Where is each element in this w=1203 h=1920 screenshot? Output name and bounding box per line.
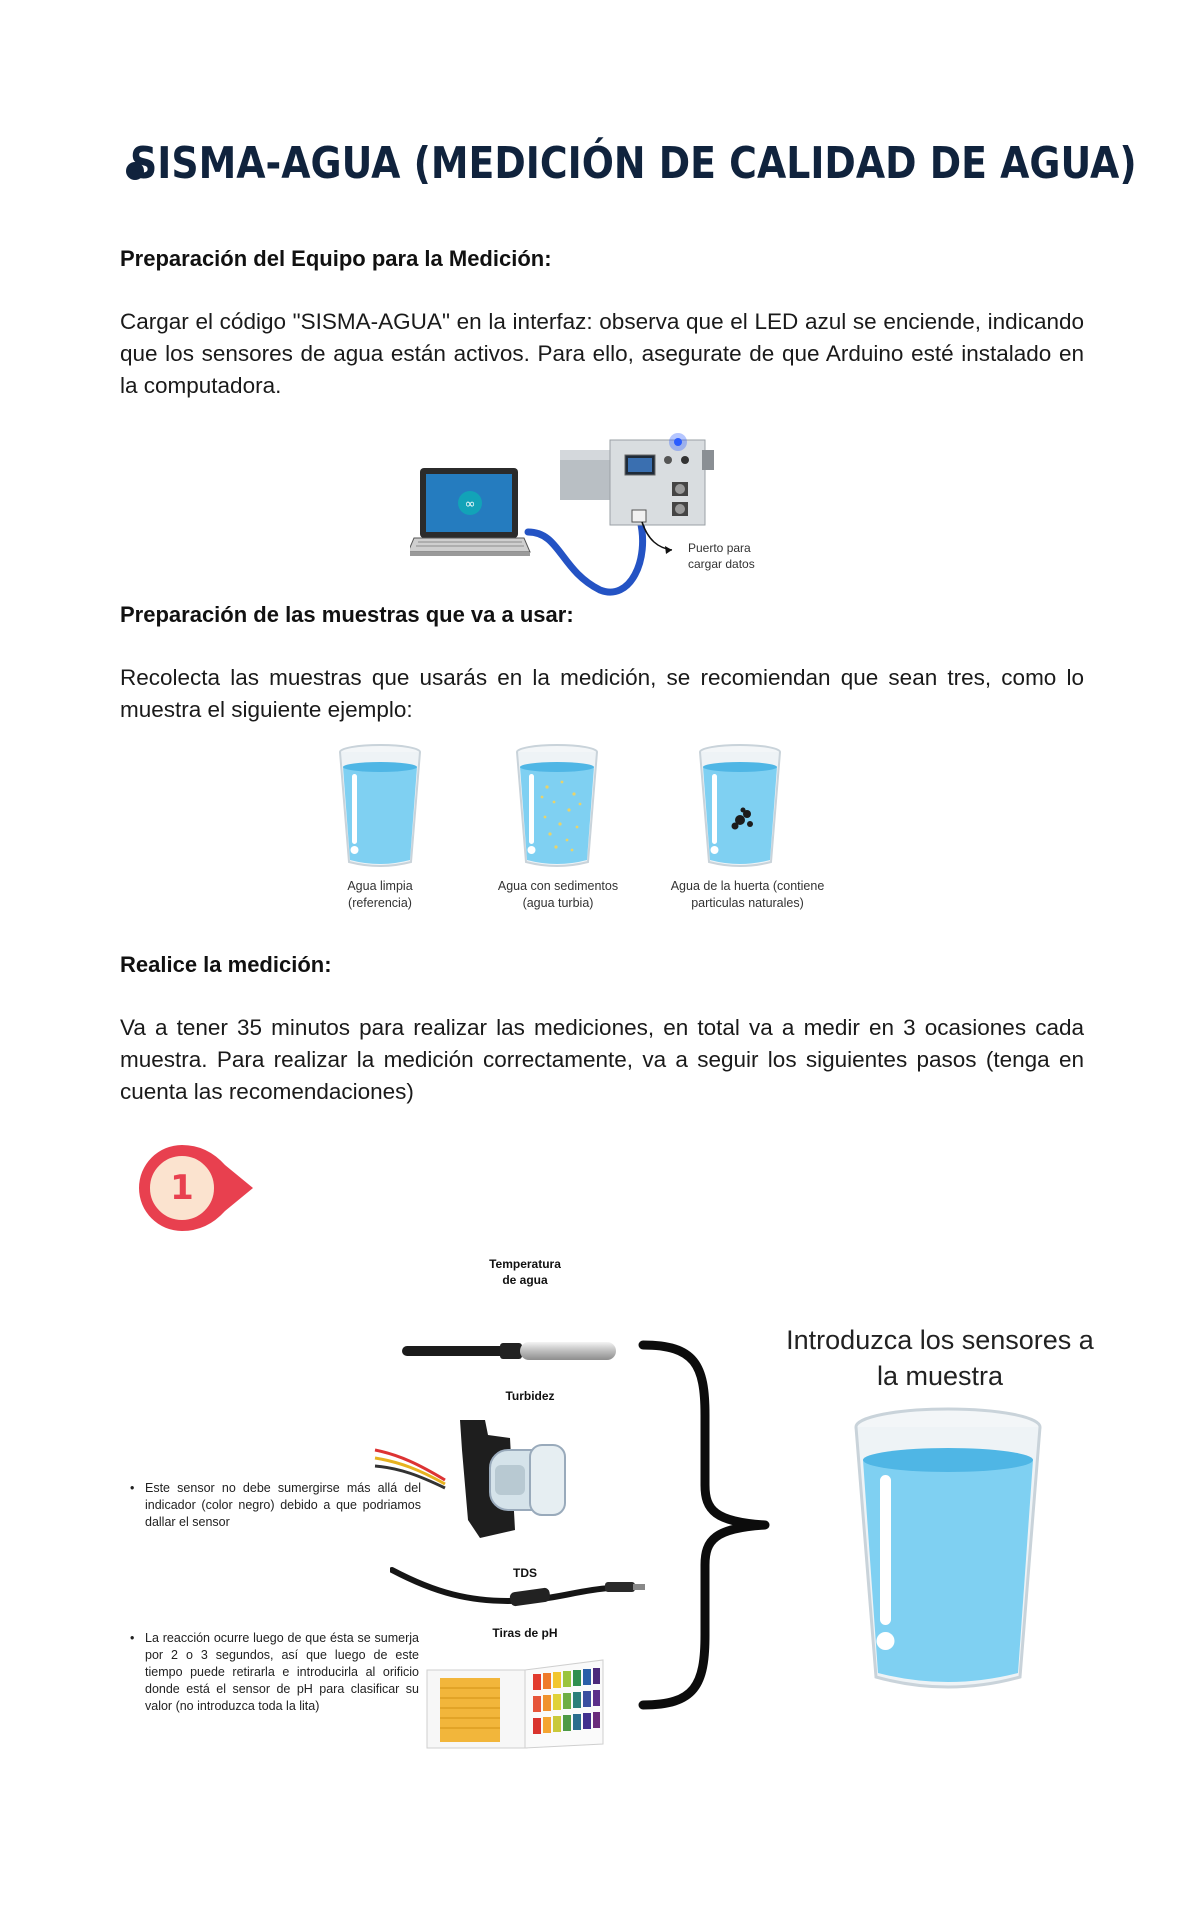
sample-garden-line2: particulas naturales) [691, 896, 804, 910]
section-equipment-paragraph: Cargar el código "SISMA-AGUA" en la interfaz: observa que el LED azul se enciende, indicando que los sensores de agua están activos. Para ello, asegurate de que Arduino esté instalado en la computadora. [120, 309, 1084, 398]
label-temperature-line1: Temperatura [489, 1257, 561, 1271]
section-samples-paragraph: Recolecta las muestras que usarás en la medición, se recomiendan que sean tres, como lo muestra el siguiente ejemplo: [120, 665, 1084, 722]
label-temperature-line2: de agua [502, 1273, 548, 1287]
label-ph: Tiras de pH [492, 1626, 558, 1640]
label-temperature [470, 1256, 580, 1288]
svg-text:∞: ∞ [464, 497, 476, 512]
step-number: 1 [170, 1168, 194, 1208]
arrow-icon [642, 522, 672, 550]
note-bullet: • [130, 1481, 135, 1495]
equipment-illustration [410, 420, 770, 600]
section-samples-heading: Preparación de las muestras que va a usar: [120, 602, 574, 627]
note-ph [127, 1630, 419, 1715]
sample-clean-line1: Agua limpia [347, 879, 413, 893]
glass-garden-icon [695, 742, 785, 872]
instruction-line1: Introduzca los sensores a [786, 1325, 1094, 1355]
glass-sediment-icon [512, 742, 602, 872]
instruction-line2: la muestra [876, 1361, 1004, 1391]
glass-clean-icon [335, 742, 425, 872]
sample-sediment-line1: Agua con sedimentos [497, 879, 619, 893]
port-caption [688, 540, 755, 572]
sample-sediment-line2: (agua turbia) [522, 896, 594, 910]
sample-clean-line2: (referencia) [348, 896, 412, 910]
sample-garden-line1: Agua de la huerta (contiene [670, 879, 825, 893]
led-icon [674, 438, 682, 446]
note-ph-text: La reacción ocurre luego de que ésta se sumerja por 2 o 3 segundos, así que luego de este tiempo puede retirarla e introducirla al orificio donde está el sensor de pH para clasificar su valor (no introduzca toda la lita) [145, 1631, 419, 1713]
ph-strips-icon [425, 1652, 605, 1752]
note-bullet: • [130, 1631, 135, 1645]
sample-caption-sediment [475, 878, 641, 912]
sisma-device [560, 433, 714, 525]
label-turbidity: Turbidez [505, 1389, 555, 1403]
usb-cable [528, 520, 643, 592]
sample-glass-icon [848, 1405, 1048, 1705]
section-equipment-heading: Preparación del Equipo para la Medición: [120, 246, 552, 271]
label-tds: TDS [513, 1566, 537, 1580]
instruction-text [770, 1322, 1110, 1394]
note-turbidity [127, 1480, 421, 1531]
laptop-icon [410, 468, 530, 556]
curly-brace-icon [635, 1335, 775, 1715]
sample-caption-clean [300, 878, 460, 912]
port-caption-line2: cargar datos [688, 557, 755, 571]
note-turbidity-text: Este sensor no debe sumergirse más allá del indicador (color negro) debido a que podriamos dallar el sensor [145, 1481, 421, 1529]
temperature-probe-icon [400, 1335, 620, 1365]
tds-probe-icon [390, 1560, 650, 1615]
port-caption-line1: Puerto para [688, 541, 751, 555]
sample-caption-garden [650, 878, 845, 912]
section-measurement-heading: Realice la medición: [120, 952, 332, 977]
section-measurement-paragraph: Va a tener 35 minutos para realizar las mediciones, en total va a medir en 3 ocasiones cada muestra. Para realizar la medición correctamente, va a seguir los siguientes pasos (tenga en cuenta las recomendaciones) [120, 1015, 1084, 1104]
page-title: SISMA-AGUA (MEDICIÓN DE CALIDAD DE AGUA) [130, 138, 1137, 189]
